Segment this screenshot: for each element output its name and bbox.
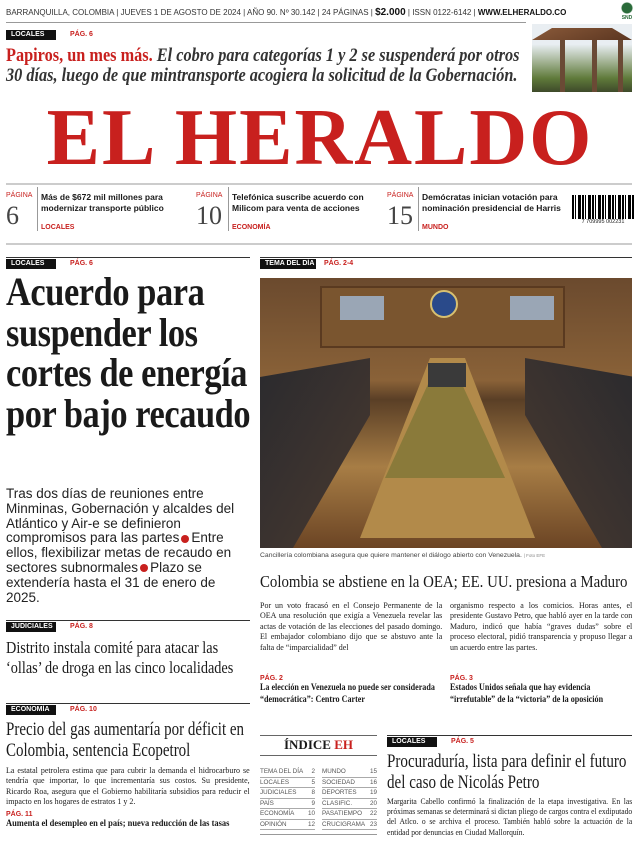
index-list-left [260,767,315,830]
main-story [6,257,250,269]
index-page: 10 [307,810,315,817]
section-tag: TEMA DEL DÍA [260,259,316,269]
page-ref: PÁG. 10 [70,706,97,713]
dateline: BARRANQUILLA, COLOMBIA | JUEVES 1 DE AGOSTO DE 2024 | AÑO 90. Nº 30.142 | 24 PÁGINAS | $2.000 | ISSN 0122-6142 | WWW.ELHERALDO.CO [6,7,567,18]
page-ref: PÁG. 2 [260,675,283,682]
index-name: CRUCIGRAMA [322,820,366,828]
main-headline[interactable]: Acuerdo para suspender los cortes de energía por bajo recaudo [6,269,251,436]
barcode-number: 7 709995 002231 [581,219,625,225]
section-tag: LOCALES [6,30,56,40]
bullet-icon [140,564,148,572]
index-name: PAÍS [260,799,274,807]
teaser-page-number: 15 [387,201,413,230]
index-page: 16 [369,778,377,786]
teaser-section: ECONOMÍA [232,224,271,231]
economia-story [6,703,250,830]
website-link[interactable]: WWW.ELHERALDO.CO [477,8,567,17]
index-item[interactable] [260,788,315,799]
index-item[interactable] [322,778,377,789]
teaser-label: PÁGINA [196,192,223,199]
teaser-1[interactable] [6,192,191,232]
index-item[interactable] [322,820,377,831]
index-page: 8 [311,789,315,796]
photo-caption [260,551,632,560]
issn: ISSN 0122-6142 [412,8,472,17]
caption-text: Cancillería colombiana asegura que quiere mantener el diálogo abierto con Venezuela. [260,552,522,559]
index-page: 19 [369,789,377,796]
procuraduria-story [387,735,632,838]
location: BARRANQUILLA, COLOMBIA [6,8,115,17]
index-item[interactable] [322,767,377,778]
teaser-title: Más de $672 mil millones para modernizar transporte público [41,192,164,213]
index-page: 5 [311,778,315,786]
section-tag: LOCALES [387,737,437,747]
summary-point: Plazo se extendería hasta el 31 de enero de 2025. [6,559,216,605]
tema-tagline [260,257,632,269]
section-tag: ECONOMÍA [6,705,56,715]
judiciales-story [6,620,250,678]
page-ref: PÁG. 2-4 [324,260,354,267]
related-story-2 [450,674,632,706]
page-ref: PÁG. 3 [450,675,473,682]
judiciales-headline[interactable]: Distrito instala comité para atacar las ‘ollas’ de droga en las cinco localidades [6,638,234,677]
index-name: SOCIEDAD [322,778,355,786]
index-page: 23 [369,820,377,828]
index-page: 12 [307,820,315,828]
index-name: CLASIFIC. [322,799,353,807]
photo-credit: | Foto EFE [523,553,546,558]
index-name: PASATIEMPO [322,810,363,817]
economia-body: La estatal petrolera estima que para cubrir la demanda el hidrocarburo se tendría que importar, lo que incrementaría sus costos. Su presidente, Ricardo Roa, asegura que el Gobierno habilitaría subsidios para reducir el impacto en los hogares de estratos 1 y 2. [6,765,250,807]
procuraduria-body: Margarita Cabello confirmó la finalización de la etapa investigativa. En las próximas semanas se determinará si dictan pliego de cargos contra el exdiputado del Atlco. o se archiva el proceso. También habló sobre la actuación de la entidad por denuncias en Ciudad Mallorquín. [387,797,633,837]
index-name: MUNDO [322,768,346,775]
top-story-tagline [6,29,156,41]
price: $2.000 [375,7,406,18]
page-ref: PÁG. 11 [6,810,33,818]
index-title-accent: EH [334,737,353,752]
toll-booth-photo [532,24,632,92]
economia-sub-headline[interactable]: Aumenta el desempleo en el país; nueva reducción de las tasas [6,818,230,829]
bullet-icon [181,535,189,543]
index-item[interactable] [322,809,377,820]
top-story-headline[interactable] [6,46,525,86]
tema-body-col1: Por un voto fracasó en el Consejo Permanente de la OEA una resolución que exigía a Venezuela revelar las actas de votación de las elecciones del pasado domingo. El embajador colombiano dijo que se abstuvo ante la falta de “imparcialidad” del [260,600,443,652]
teaser-title: Telefónica suscribe acuerdo con Milicom para venta de acciones [232,192,364,213]
index-name: LOCALES [260,778,290,786]
related-headline[interactable]: Estados Unidos señala que hay evidencia “irrefutable” de la “victoria” de la oposición [450,683,604,705]
teaser-2[interactable] [196,192,381,232]
summary-point: Entre ellos, flexibilizar metas de recaudo en sectores subnormales [6,530,232,575]
snd-logo-text: SND [621,15,633,21]
page-count: 24 PÁGINAS [321,8,369,17]
index-list-right [322,767,377,830]
index-name: DEPORTES [322,789,357,796]
main-summary [6,487,251,605]
index-title-text: ÍNDICE [283,737,331,752]
related-story-1 [260,674,442,706]
teaser-title: Demócratas inician votación para nominación presidencial de Harris [422,192,561,213]
index-name: ECONOMÍA [260,810,295,817]
page-ref: PÁG. 5 [451,738,474,745]
top-story-text: El cobro para categorías 1 y 2 se suspenderá por otros 30 días, luego de que mintransporte acogiera la solicitud de la Gobernación. [6,46,520,86]
teaser-section: LOCALES [41,224,75,231]
index-name: TEMA DEL DÍA [260,768,304,775]
teaser-page-number: 10 [196,201,222,230]
index-title [260,737,377,753]
top-story-lead: Papiros, un mes más. [6,46,153,66]
index-item[interactable] [322,788,377,799]
teaser-page-number: 6 [6,201,19,230]
index-page: 20 [369,799,377,807]
teaser-label: PÁGINA [387,192,414,199]
economia-headline[interactable]: Precio del gas aumentaría por déficit en Colombia, sentencia Ecopetrol [6,720,245,761]
related-headline[interactable]: La elección en Venezuela no puede ser considerada “democrática”: Centro Carter [260,683,435,705]
page-ref: PÁG. 6 [70,260,93,267]
index-item[interactable] [260,809,315,820]
index-item[interactable] [260,767,315,778]
tema-headline[interactable]: Colombia se abstiene en la OEA; EE. UU. presiona a Maduro [260,572,628,591]
page-ref: PÁG. 6 [70,31,93,38]
section-tag: JUDICIALES [6,622,56,632]
index-name: JUDICIALES [260,789,297,796]
tema-body-col2: organismo respecto a los comicios. Horas antes, el presidente Gustavo Petro, que habló ayer en la tarde con Maduro, indicó que había “graves dudas” sobre el proceso electoral, pidió transparencia y propuso llegar a un acuerdo entre las partes. [450,600,633,652]
masthead-logo[interactable]: EL HERALDO [46,94,594,182]
teaser-3[interactable] [387,192,567,232]
teaser-label: PÁGINA [6,192,33,199]
issue-number: AÑO 90. Nº 30.142 [247,8,316,17]
procuraduria-headline[interactable]: Procuraduría, lista para definir el futuro del caso de Nicolás Petro [387,752,627,793]
index-item[interactable] [260,799,315,810]
summary-point: Tras dos días de reuniones entre Minminas, Gobernación y alcaldes del Atlántico y Air-e se definieron compromisos para las partes [6,486,235,546]
index-page: 15 [369,768,377,775]
barcode [572,195,634,227]
teaser-section: MUNDO [422,224,449,231]
index-item[interactable] [260,820,315,831]
section-tag: LOCALES [6,259,56,269]
index-page: 9 [311,799,315,807]
oea-session-photo [260,278,632,548]
index-name: OPINIÓN [260,820,287,828]
index-page: 2 [311,768,315,775]
index-page: 22 [369,810,377,817]
page-ref: PÁG. 8 [70,623,93,630]
date: JUEVES 1 DE AGOSTO DE 2024 [120,8,241,17]
index-item[interactable] [322,799,377,810]
index-item[interactable] [260,778,315,789]
snd-logo-icon [618,2,636,22]
